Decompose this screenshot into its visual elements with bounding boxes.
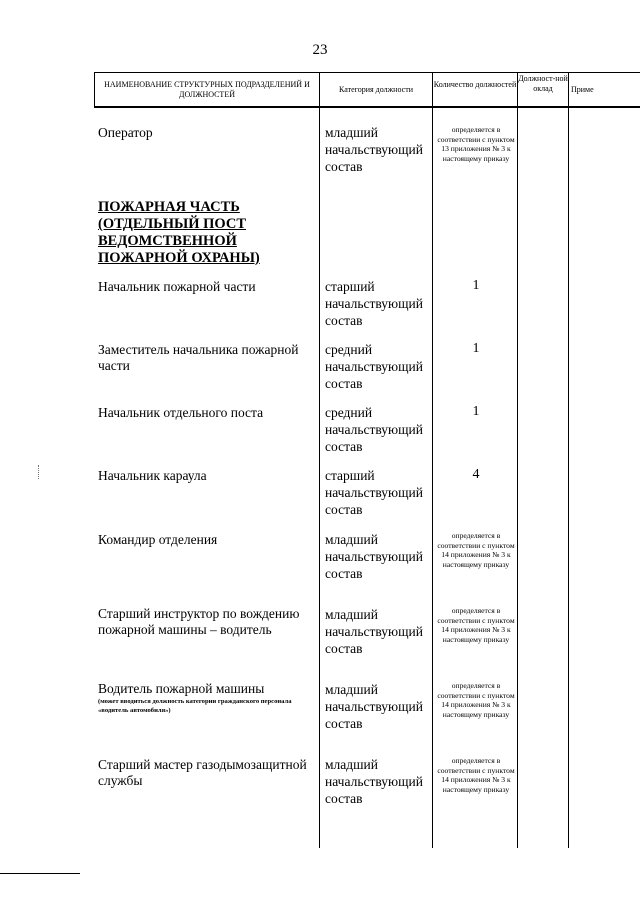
position-category: младший начальствующий состав bbox=[325, 607, 423, 656]
header-structure-title: НАИМЕНОВАНИЕ СТРУКТУРНЫХ ПОДРАЗДЕЛЕНИЙ И ДОЛЖНОСТЕЙ bbox=[104, 80, 310, 99]
position-name: Заместитель начальника пожарной части bbox=[98, 342, 299, 373]
position-note: (может вводиться должность категории гражданского персонала «водитель автомобиля») bbox=[98, 698, 292, 714]
position-count: 1 bbox=[472, 404, 480, 419]
margin-mark bbox=[38, 465, 39, 479]
footer-rule bbox=[0, 873, 80, 874]
position-count: 1 bbox=[472, 278, 480, 293]
position-count: определяется в соответствии с пунктом 14 приложения № 3 к настоящему приказу bbox=[437, 756, 515, 795]
table-col-divider bbox=[94, 72, 95, 106]
header-count: Количество должностей bbox=[433, 80, 517, 89]
position-name: Командир отделения bbox=[98, 532, 218, 547]
position-category: младший начальствующий состав bbox=[325, 125, 423, 174]
position-category: средний начальствующий состав bbox=[325, 342, 423, 391]
header-category: Категория должности bbox=[339, 85, 413, 94]
table-col-divider bbox=[319, 72, 320, 848]
position-category: старший начальствующий состав bbox=[325, 279, 423, 328]
position-name: Водитель пожарной машины bbox=[98, 681, 265, 696]
page-number: 23 bbox=[312, 42, 328, 58]
position-name: Начальник караула bbox=[98, 468, 207, 483]
section-heading: ПОЖАРНАЯ ЧАСТЬ (ОТДЕЛЬНЫЙ ПОСТ ВЕДОМСТВЕННОЙ ПОЖАРНОЙ ОХРАНЫ) bbox=[98, 199, 260, 266]
position-name: Оператор bbox=[98, 125, 153, 140]
position-category: младший начальствующий состав bbox=[325, 532, 423, 581]
table-col-divider bbox=[517, 72, 518, 848]
table-top-border bbox=[94, 72, 640, 73]
position-category: средний начальствующий состав bbox=[325, 405, 423, 454]
position-count: 4 bbox=[472, 467, 480, 482]
table-col-divider bbox=[568, 72, 569, 848]
position-name: Старший мастер газодымозащитной службы bbox=[98, 757, 307, 788]
table-header-border bbox=[94, 106, 640, 108]
position-name-block bbox=[98, 681, 314, 715]
position-category: старший начальствующий состав bbox=[325, 468, 423, 517]
position-category: младший начальствующий состав bbox=[325, 682, 423, 731]
position-category: младший начальствующий состав bbox=[325, 757, 423, 806]
position-name: Старший инструктор по вождению пожарной машины – водитель bbox=[98, 606, 300, 637]
position-count: определяется в соответствии с пунктом 14 приложения № 3 к настоящему приказу bbox=[437, 531, 515, 570]
header-notes: Приме bbox=[571, 85, 594, 94]
position-name: Начальник отдельного поста bbox=[98, 405, 264, 420]
header-salary: Должност-ной оклад bbox=[518, 74, 568, 93]
position-count: определяется в соответствии с пунктом 13 приложения № 3 к настоящему приказу bbox=[437, 125, 515, 164]
position-name: Начальник пожарной части bbox=[98, 279, 256, 294]
position-count: определяется в соответствии с пунктом 14 приложения № 3 к настоящему приказу bbox=[437, 606, 515, 645]
position-count: 1 bbox=[472, 341, 480, 356]
position-count: определяется в соответствии с пунктом 14 приложения № 3 к настоящему приказу bbox=[437, 681, 515, 720]
